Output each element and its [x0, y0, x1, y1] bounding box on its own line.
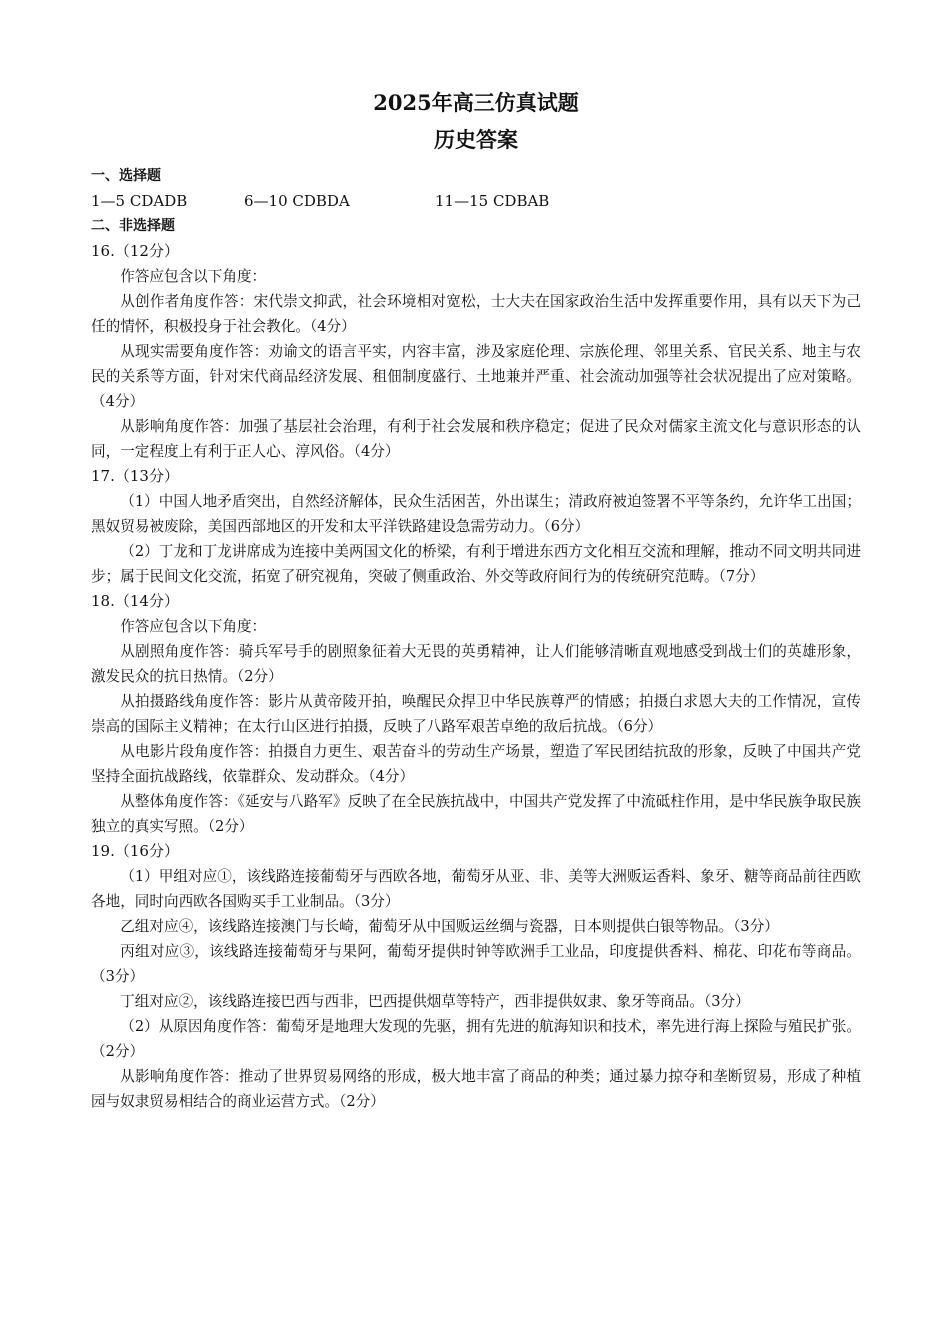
q16-para: 从影响角度作答：加强了基层社会治理，有利于社会发展和秩序稳定；促进了民众对儒家主流文化与意识形态的认同，一定程度上有利于正人心、淳风俗。（4分）	[91, 418, 861, 460]
section-heading-choice: 一、选择题	[91, 168, 161, 184]
q19-para: 从影响角度作答：推动了世界贸易网络的形成，极大地丰富了商品的种类；通过暴力掠夺和垄断贸易，形成了种植园与奴隶贸易相结合的商业运营方式。（2分）	[91, 1068, 861, 1110]
question-18-heading: 18.（14分）	[91, 592, 179, 610]
q17-para: （2）丁龙和丁龙讲席成为连接中美两国文化的桥梁，有利于增进东西方文化相互交流和理解，推动不同文明共同进步；属于民间文化交流，拓宽了研究视角，突破了侧重政治、外交等政府间行为的传统研究范畴。（7分）	[91, 543, 861, 585]
question-17-heading: 17.（13分）	[91, 467, 179, 485]
question-19-heading: 19.（16分）	[91, 842, 179, 860]
choice-answers	[91, 189, 861, 214]
page-title: 2025年高三仿真试题	[373, 90, 579, 115]
q16-para: 从创作者角度作答：宋代崇文抑武，社会环境相对宽松，士大夫在国家政治生活中发挥重要作用，具有以天下为己任的情怀，积极投身于社会教化。（4分）	[91, 293, 861, 335]
q19-para: （1）甲组对应①，该线路连接葡萄牙与西欧各地，葡萄牙从亚、非、美等大洲贩运香料、象牙、糖等商品前往西欧各地，同时向西欧各国购买手工业制品。（3分）	[91, 868, 861, 910]
answer-group-1: 1—5 CDADB	[91, 192, 188, 210]
q16-para: 作答应包含以下角度：	[120, 268, 267, 285]
q18-para: 作答应包含以下角度：	[120, 618, 267, 635]
q19-para: 丁组对应②，该线路连接巴西与西非，巴西提供烟草等特产，西非提供奴隶、象牙等商品。（3分）	[120, 993, 750, 1010]
q19-para: （2）从原因角度作答：葡萄牙是地理大发现的先驱，拥有先进的航海知识和技术，率先进行海上探险与殖民扩张。（2分）	[91, 1018, 861, 1060]
q16-para: 从现实需要角度作答：劝谕文的语言平实，内容丰富，涉及家庭伦理、宗族伦理、邻里关系、官民关系、地主与农民的关系等方面，针对宋代商品经济发展、租佃制度盛行、土地兼并严重、社会流动加强等社会状况提出了应对策略。（4分）	[91, 343, 861, 410]
q18-para: 从整体角度作答：《延安与八路军》反映了在全民族抗战中，中国共产党发挥了中流砥柱作用，是中华民族争取民族独立的真实写照。（2分）	[91, 793, 861, 835]
answer-group-2: 6—10 CDBDA	[244, 192, 350, 210]
q19-para: 丙组对应③，该线路连接葡萄牙与果阿，葡萄牙提供时钟等欧洲手工业品，印度提供香料、棉花、印花布等商品。（3分）	[91, 943, 861, 985]
question-16-heading: 16.（12分）	[91, 242, 179, 260]
page-subtitle: 历史答案	[434, 127, 518, 152]
section-heading-essay: 二、非选择题	[91, 218, 175, 234]
q18-para: 从剧照角度作答：骑兵军号手的剧照象征着大无畏的英勇精神，让人们能够清晰直观地感受到战士们的英雄形象，激发民众的抗日热情。（2分）	[91, 643, 861, 685]
q18-para: 从拍摄路线角度作答：影片从黄帝陵开拍，唤醒民众捍卫中华民族尊严的情感；拍摄白求恩大夫的工作情况，宣传崇高的国际主义精神；在太行山区进行拍摄，反映了八路军艰苦卓绝的敌后抗战。（6分）	[91, 693, 861, 735]
q17-para: （1）中国人地矛盾突出，自然经济解体，民众生活困苦，外出谋生；清政府被迫签署不平等条约，允许华工出国；黑奴贸易被废除，美国西部地区的开发和太平洋铁路建设急需劳动力。（6分）	[91, 493, 861, 535]
q18-para: 从电影片段角度作答：拍摄自力更生、艰苦奋斗的劳动生产场景，塑造了军民团结抗敌的形象，反映了中国共产党坚持全面抗战路线，依靠群众、发动群众。（4分）	[91, 743, 861, 785]
answer-sheet	[91, 88, 861, 1114]
answer-group-3: 11—15 CDBAB	[435, 192, 550, 210]
q19-para: 乙组对应④，该线路连接澳门与长崎，葡萄牙从中国贩运丝绸与瓷器，日本则提供白银等物品。（3分）	[120, 918, 779, 935]
